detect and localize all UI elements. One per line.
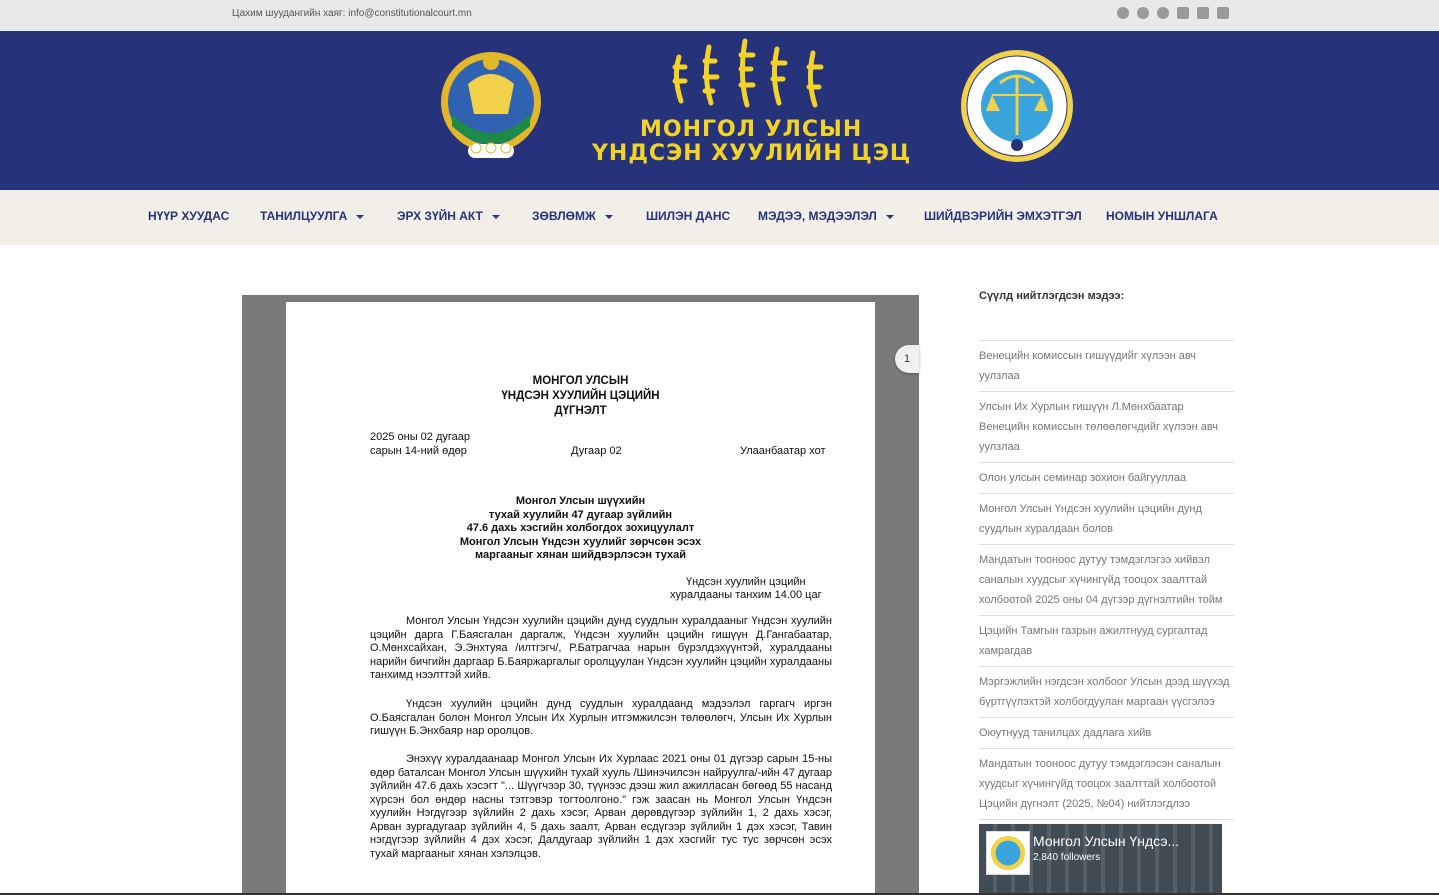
pdf-page	[286, 302, 875, 895]
news-link[interactable]: Мэргэжлийн нэгдсэн холбоог Улсын дээд шүүхэд бүртгүүлэхтэй холбогдуулан маргаан үүсгэлээ	[979, 667, 1234, 718]
document-heading	[286, 374, 875, 419]
nav-label: ЭРХ ЗҮЙН АКТ	[397, 209, 483, 223]
nav-label: НҮҮР ХУУДАС	[148, 209, 230, 223]
nav-label: НОМЫН УНШЛАГА	[1106, 209, 1218, 223]
nav-recommendations[interactable]	[532, 209, 613, 223]
main-nav	[0, 190, 1439, 245]
caret-down-icon	[492, 215, 500, 219]
nav-introduction[interactable]	[260, 209, 364, 223]
pdf-viewer[interactable]	[242, 295, 919, 895]
document-paragraph: Монгол Улсын Үндсэн хуулийн цэцийн дунд суудлын хуралдааныг Үндсэн хуулийн цэцийн дарга Г.Баясгалан даргалж, Үндсэн хуулийн цэцийн гишүүн Д.Гангабаатар, О.Мөнхсайхан, Э.Энхтуяа /илтгэгч/, Р.Батрагчаа нарын бүрэлдэхүүнтэй, хуралдааны нарийн бичгийн даргаар Б.Баяржаргалыг оролцуулан Үндсэн хуулийн цэцийн хуралдааны танхимд нээлттэй хийв.	[370, 615, 832, 681]
nav-glass-account[interactable]	[646, 209, 730, 223]
document-place: Улаанбаатар хот	[740, 445, 826, 457]
document-date	[370, 431, 470, 458]
heading-line: ҮНДСЭН ХУУЛИЙН ЦЭЦИЙН	[501, 390, 660, 402]
header-banner	[0, 31, 1439, 190]
subject-line: Монгол Улсын шүүхийн	[515, 495, 646, 507]
subject-line: маргааныг хянан шийдвэрлэсэн тухай	[475, 549, 686, 561]
news-link[interactable]: Мандатын тооноос дутуу тэмдэглэсэн саналын хуудсыг хүчингүйд тооцох заалттай холбоотой Цэцийн дүгнэлт (2025, №04) нийтлэгдлээ	[979, 749, 1234, 820]
vimeo-icon[interactable]	[1217, 7, 1229, 19]
news-link[interactable]: Цэцийн Тамгын газрын ажилтнууд сургалтад хамрагдав	[979, 616, 1234, 667]
subject-line: 47.6 дахь хэсгийн холбогдох зохицуулалт	[466, 522, 695, 534]
caret-down-icon	[605, 215, 613, 219]
news-link[interactable]: Мандатын тооноос дутуу тэмдэглэгээ хийвэл саналын хуудсыг хүчингүйд тооцох заалттай холбоотой 2025 оны 04 дүгээр дүгнэлтийн тойм	[979, 545, 1234, 616]
recent-news-list	[979, 340, 1234, 820]
document-number: Дугаар 02	[571, 445, 622, 457]
facebook-page-avatar[interactable]	[986, 831, 1030, 875]
nav-legal-acts[interactable]	[397, 209, 500, 223]
nav-label: ШИЙДВЭРИЙН ЭМХЭТГЭЛ	[924, 209, 1082, 223]
state-emblem-logo[interactable]	[438, 44, 544, 164]
mongolian-script-logo	[665, 37, 835, 109]
facebook-followers: 2,840 followers	[1033, 852, 1101, 863]
recent-news-title: Сүүлд нийтлэгдсэн мэдээ:	[979, 290, 1125, 302]
subject-line: Монгол Улсын Үндсэн хуулийг зөрчсөн эсэх	[459, 535, 702, 548]
contact-email[interactable]: Цахим шуудангийн хаяг: info@constitutionalcourt.mn	[232, 8, 472, 19]
facebook-page-name[interactable]: Монгол Улсын Үндсэ...	[1033, 833, 1180, 849]
heading-line: МОНГОЛ УЛСЫН	[532, 375, 629, 387]
news-link[interactable]: Венецийн комиссын гишүүдийг хүлээн авч уулзлаа	[979, 341, 1234, 392]
youtube-icon[interactable]	[1197, 7, 1209, 19]
nav-home[interactable]	[148, 209, 229, 223]
date-line: 2025 оны 02 дугаар	[370, 431, 471, 443]
document-subject	[286, 495, 875, 563]
caret-down-icon	[356, 215, 364, 219]
facebook-page-widget[interactable]	[979, 824, 1222, 895]
nav-label: МЭДЭЭ, МЭДЭЭЛЭЛ	[758, 209, 877, 223]
caret-down-icon	[886, 215, 894, 219]
court-title-line2: ҮНДСЭН ХУУЛИЙН ЦЭЦ	[592, 141, 912, 166]
heading-line: ДҮГНЭЛТ	[554, 405, 607, 417]
constitutional-court-seal-logo[interactable]	[960, 49, 1074, 163]
top-bar	[0, 0, 1439, 31]
nav-decisions-collection[interactable]	[924, 209, 1082, 223]
news-link[interactable]: Монгол Улсын Үндсэн хуулийн цэцийн дунд суудлын хуралдаан болов	[979, 494, 1234, 545]
page-number-badge: 1	[895, 345, 919, 373]
document-paragraph: Үндсэн хуулийн цэцийн дунд суудлын хуралдаанд мэдээлэл гаргагч иргэн О.Баясгалан болон Монгол Улсын Их Хурлын итгэмжилсэн төлөөлөгч, Улсын Их Хурлын гишүүн Б.Энхбаяр нар оролцов.	[370, 698, 832, 737]
hearing-location	[670, 576, 822, 602]
nav-label: ЗӨВЛӨМЖ	[532, 209, 596, 223]
nav-label: ШИЛЭН ДАНС	[646, 209, 731, 223]
news-link[interactable]: Улсын Их Хурлын гишүүн Л.Мөнхбаатар Венецийн комиссын төлөөлөгчдийг хүлээн авч уулзлаа	[979, 392, 1234, 463]
nav-label: ТАНИЛЦУУЛГА	[260, 209, 348, 223]
flickr-icon[interactable]	[1177, 7, 1189, 19]
date-line: сарын 14-ний өдөр	[370, 444, 467, 457]
facebook-icon[interactable]	[1117, 7, 1129, 19]
social-links	[1117, 7, 1229, 19]
hall-line: хуралдааны танхим 14.00 цаг	[670, 589, 822, 601]
nav-book-reading[interactable]	[1106, 209, 1218, 223]
threads-icon[interactable]	[1137, 7, 1149, 19]
document-paragraph: Энэхүү хуралдаанаар Монгол Улсын Их Хурлаас 2021 оны 01 дүгээр сарын 15-ны өдөр баталсан Монгол Улсын шүүхийн тухай хууль /Шинэчилсэн найруулга/-ийн 47 дугаар зүйлийн 47.6 дахь хэсэгт "... Шүүгчээр 30, түүнээс дээш жил ажилласан бөгөөд 55 насанд хүрсэн бол өндөр насны тэтгэвэр тогтоолгоно." гэж заасан нь Монгол Улсын Үндсэн хуулийн Нэгдүгээр зүйлийн 2 дахь хэсэг, Арван дөрөвдүгээр зүйлийн 1, 2 дахь хэсэг, Арван зургадугаар зүйлийн 4, 5 дахь заалт, Арван есдүгээр зүйлийн 1 дэх хэсэг, Тавин нэгдүгээр зүйлийн 4 дэх хэсэг, Далдугаар зүйлийн 1 дэх хэсгийг тус тус зөрчсөн эсэх тухай маргааныг хянан хэлэлцэв.	[370, 753, 832, 860]
instagram-icon[interactable]	[1157, 7, 1169, 19]
subject-line: тухай хуулийн 47 дугаар зүйлийн	[488, 508, 673, 521]
court-title-line1: МОНГОЛ УЛСЫН	[640, 117, 863, 142]
hall-line: Үндсэн хуулийн цэцийн	[685, 576, 806, 588]
nav-news[interactable]	[758, 209, 894, 223]
news-link[interactable]: Оюутнууд танилцах дадлага хийв	[979, 718, 1234, 749]
news-link[interactable]: Олон улсын семинар зохион байгууллаа	[979, 463, 1234, 494]
